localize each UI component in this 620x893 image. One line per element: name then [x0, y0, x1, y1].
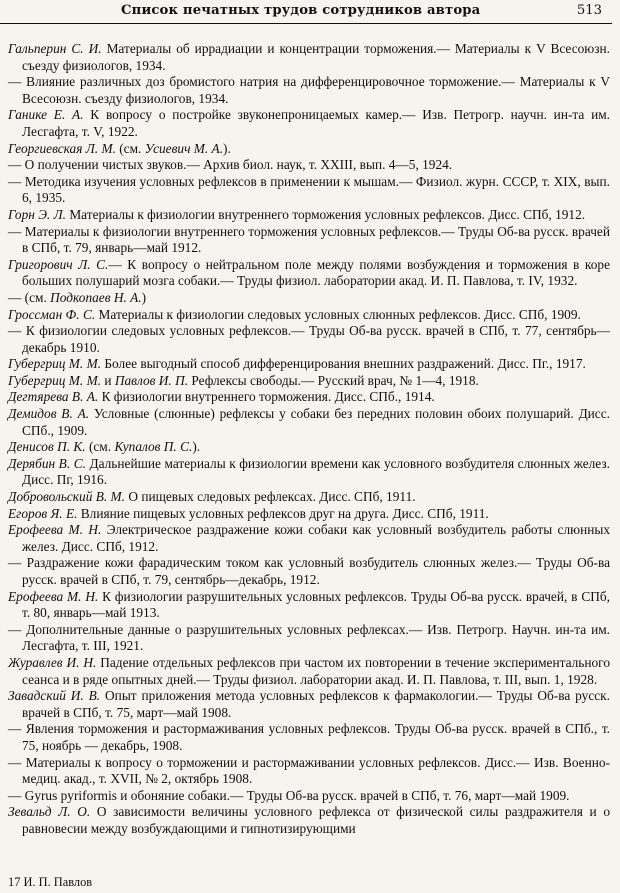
entry-text: Материалы к физиологии внутреннего торможения условных рефлексов. Дисс. СПб, 1912. [65, 206, 586, 222]
entry-text: — К физиологии следовых условных рефлексов.— Труды Об-ва русск. врачей в СПб, т. 77, сентябрь—декабрь 1910. [8, 323, 610, 355]
entry-text: Материалы об иррадиации и концентрации торможения.— Материалы к V Всесоюзн. съезду физиологов, 1934. [22, 41, 611, 73]
entry-text: О пищевых следовых рефлексах. Дисс. СПб, 1911. [125, 489, 416, 505]
entry-text: — О получении чистых звуков.— Архив биол. наук, т. XXIII, вып. 4—5, 1924. [8, 157, 453, 173]
entry-author: Георгиевская Л. М. [8, 140, 116, 156]
entry-author: Гроссман Ф. С. [8, 306, 96, 322]
entry-text: — Дополнительные данные о разрушительных условных рефлексах.— Изв. Петрогр. Научн. ин-та им. Лесгафта, т. III, 1921. [8, 621, 610, 654]
entry-text: К физиологии внутреннего торможения. Дисс. СПб., 1914. [98, 389, 435, 405]
entry-text: — Gyrus pyriformis и обоняние собаки.— Труды Об-ва русск. врачей в СПб, т. 76, март—май 1909. [8, 787, 570, 803]
bibliography-entry [8, 489, 610, 506]
entry-text: Условные (слюнные) рефлексы у собаки без передних половин обоих полушарий. Дисс. СПб., 1909. [22, 406, 610, 438]
entry-author: Демидов В. А. [8, 406, 90, 422]
entry-author: Ерофеева М. Н. [8, 522, 102, 538]
entry-text: ). [223, 140, 231, 156]
entry-text: Падение отдельных рефлексов при частом их повторении в течение экспериментального сеанса и в ряде опытных дней.— Труды физиол. лаборатории акад. И. П. Павлова, т. III, вып. 1, 1928. [22, 654, 610, 687]
entry-text: Электрическое раздражение кожи собаки как условный возбудитель работы слюнных желез. Дисс. СПб, 1912. [22, 522, 610, 554]
entry-author: Журавлев И. Н. [8, 654, 97, 670]
entry-author: Григорович Л. С. [8, 256, 109, 272]
header-rule [0, 23, 612, 24]
bibliography-entry [8, 257, 610, 290]
entry-author: Ганике Е. А. [8, 107, 84, 123]
bibliography-entry [8, 506, 610, 523]
bibliography-entry [8, 41, 610, 74]
bibliography-entry [8, 522, 610, 555]
bibliography-entry [8, 157, 610, 174]
entry-author: Денисов П. К. [8, 439, 86, 455]
entry-author: Зевальд Л. О. [8, 804, 91, 820]
bibliography-entry [8, 224, 610, 257]
entry-author: Дегтярева В. А. [8, 389, 99, 405]
entry-cross-reference: Купалов П. С. [114, 439, 193, 455]
bibliography-entry [8, 755, 610, 788]
bibliography-entry [8, 804, 610, 837]
entry-cross-reference: Павлов И. П. [114, 372, 189, 388]
bibliography-entry [8, 788, 610, 805]
entry-text: О зависимости величины условного рефлекса от физической силы раздражителя и о равновесии между возбуждающими и гипнотизирующими [22, 804, 610, 836]
entry-author: Губергриц М. М. [8, 356, 102, 372]
entry-author: Гальперин С. И. [8, 41, 102, 56]
entry-author: Дерябин В. С. [8, 455, 86, 471]
entry-text: К вопросу о постройке звуконепроницаемых камер.— Изв. Петрогр. научн. ин-та им. Лесгафта, т. V, 1922. [22, 107, 610, 139]
entry-text: ). [192, 439, 201, 455]
bibliography-entry [8, 207, 610, 224]
entry-text: (см. [85, 439, 115, 455]
entry-text: Рефлексы свободы.— Русский врач, № 1—4, 1918. [188, 372, 479, 388]
bibliography-entry [8, 456, 610, 489]
bibliography-entry [8, 721, 610, 754]
bibliography-entry [8, 555, 610, 588]
entry-text: Более выгодный способ дифференцирования внешних раздражений. Дисс. Пг., 1917. [101, 356, 586, 372]
entry-cross-reference: Усиевич М. А. [144, 140, 224, 156]
entry-text: — (см. [8, 289, 51, 305]
entry-text: — К вопросу о нейтральном поле между полями возбуждения и торможения в коре больших полушарий мозга собаки.— Труды физиол. лаборатории акад. И. П. Павлова, т. IV, 1932. [22, 256, 610, 289]
entry-author: Ерофеева М. Н. [8, 588, 99, 604]
page-number: 513 [576, 3, 602, 18]
running-header [0, 0, 620, 24]
entry-text: — Раздражение кожи фарадическим током как условный возбудитель слюнных желез.— Труды Об-ва русск. врачей в СПб, т. 79, сентябрь—декабрь, 1912. [8, 555, 610, 587]
bibliography-entry [8, 174, 610, 207]
entry-text: Опыт приложения метода условных рефлексов к фармакологии.— Труды Об-ва русск. врачей в СПб, т. 75, март—май 1908. [22, 688, 610, 720]
entry-author: Горн Э. Л. [8, 206, 66, 222]
entry-text: Влияние пищевых условных рефлексов друг на друга. Дисс. СПб, 1911. [77, 505, 489, 521]
entry-text: и [101, 372, 115, 388]
entry-author: Завадский И. В. [8, 688, 101, 704]
entry-author: Губергриц М. М. [8, 372, 102, 388]
entry-text: — Материалы к вопросу о торможении и растормаживании условных рефлексов. Дисс.— Изв. Военно-медиц. акад., т. XVII, № 2, октябрь 1908. [8, 754, 610, 787]
entry-text: Дальнейшие материалы к физиологии времени как условного возбудителя слюнных желез. Дисс. Пг, 1916. [22, 455, 610, 488]
bibliography-entry [8, 141, 610, 158]
bibliography-entry [8, 323, 610, 356]
bibliography-entry [8, 406, 610, 439]
bibliography-entry [8, 688, 610, 721]
bibliography-entry [8, 107, 610, 140]
entry-cross-reference: Подкопаев Н. А. [50, 289, 142, 305]
entry-author: Егоров Я. Е. [8, 505, 78, 521]
bibliography-entry [8, 307, 610, 324]
bibliography-entry [8, 290, 610, 307]
bibliography-entry [8, 389, 610, 406]
entry-text: — Методика изучения условных рефлексов в применении к мышам.— Физиол. журн. СССР, т. XIX, вып. 6, 1935. [8, 173, 610, 206]
bibliography-entry [8, 439, 610, 456]
entry-text: — Явления торможения и растормаживания условных рефлексов. Труды Об-ва русск. врачей в СПб., т. 75, ноябрь — декабрь, 1908. [8, 721, 610, 753]
entry-author: Добровольский В. М. [8, 489, 126, 505]
entry-text: (см. [115, 140, 145, 156]
bibliography-entry [8, 622, 610, 655]
entry-text: — Материалы к физиологии внутреннего торможения условных рефлексов.— Труды Об-ва русск. врачей в СПб, т. 79, январь—май 1912. [8, 223, 610, 256]
bibliography-entry [8, 356, 610, 373]
bibliography-entry [8, 655, 610, 688]
header-title: Список печатных трудов сотрудников автора [121, 3, 481, 18]
bibliography-entry [8, 373, 610, 390]
entry-text: — Влияние различных доз бромистого натрия на дифференцировочное торможение.— Материалы к V Всесоюзн. съезду физиологов, 1934. [8, 74, 610, 106]
entry-text: Материалы к физиологии следовых условных слюнных рефлексов. Дисс. СПб, 1909. [95, 306, 581, 322]
entry-text: ) [141, 289, 147, 305]
signature-line: 17 И. П. Павлов [8, 875, 93, 889]
entry-text: К физиологии разрушительных условных рефлексов. Труды Об-ва русск. врачей, в СПб, т. 80, январь—май 1913. [22, 588, 610, 621]
bibliography-entry [8, 589, 610, 622]
bibliography-list [8, 41, 610, 838]
bibliography-entry [8, 74, 610, 107]
